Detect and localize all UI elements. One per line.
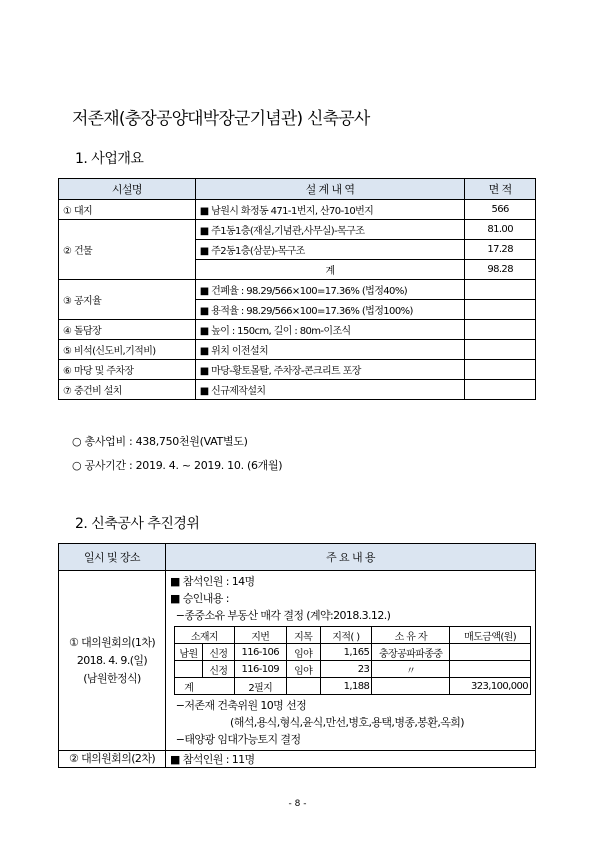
sale-decision-line: −종중소유 부동산 매각 결정 (계약:2018.3.12.): [170, 609, 391, 622]
total-cost-note: ○ 총사업비 : 438,750천원(VAT별도): [72, 435, 248, 448]
total-label: 계: [175, 678, 203, 695]
facility-name: ⑥ 마당 및 주차장: [59, 360, 196, 380]
inner-header-owner: 소 유 자: [372, 627, 450, 644]
document-title: 저존재(충장공양대박장군기념관) 신축공사: [72, 109, 370, 129]
overview-table: [58, 178, 536, 400]
facility-detail: ■ 높이 : 150cm, 길이 : 80m-이조식: [195, 320, 465, 340]
facility-name: ② 건물: [59, 220, 196, 280]
header-facility: 시설명: [59, 179, 196, 200]
facility-area: 81.00: [465, 220, 536, 240]
meeting-1-title: ① 대의원회의(1차): [68, 635, 156, 649]
facility-name: ⑦ 중건비 설치: [59, 380, 196, 400]
cell-category: 임야: [286, 661, 320, 678]
cell-district: 신정: [202, 661, 234, 678]
facility-area: [465, 340, 536, 360]
total-area: 1,188: [320, 678, 372, 695]
total-blank: [372, 678, 450, 695]
history-table: [58, 543, 536, 768]
facility-detail: ■ 위치 이전설치: [195, 340, 465, 360]
facility-area: [465, 380, 536, 400]
facility-detail: ■ 주1동1층(재실,기념관,사무실)-목구조: [195, 220, 465, 240]
meeting-2-attendance: ■ 참석인원 : 11명: [166, 751, 536, 768]
subtotal-area: 98.28: [465, 260, 536, 280]
cell-owner: 〃: [372, 661, 450, 678]
cell-region: 남원: [175, 644, 203, 661]
facility-name: ④ 돌담장: [59, 320, 196, 340]
meeting-2-title: ② 대의원회의(2차): [59, 751, 166, 768]
period-note: ○ 공사기간 : 2019. 4. ~ 2019. 10. (6개월): [72, 459, 283, 472]
facility-detail: ■ 건폐율 : 98.29/566×100=17.36% (법정40%): [195, 280, 465, 300]
facility-detail: ■ 주2동1층(삼문)-목구조: [195, 240, 465, 260]
header-date-place: 일시 및 장소: [59, 544, 166, 571]
facility-detail: ■ 신규제작설치: [195, 380, 465, 400]
facility-area: 17.28: [465, 240, 536, 260]
inner-header-price: 매도금액(원): [450, 627, 531, 644]
total-blank: [286, 678, 320, 695]
cell-owner: 충장공파파종중: [372, 644, 450, 661]
land-sale-table: [174, 626, 531, 695]
facility-area: 566: [465, 200, 536, 220]
meeting-1-date: 2018. 4. 9.(일): [76, 653, 148, 667]
facility-name: ③ 공지율: [59, 280, 196, 320]
committee-line: −저존재 건축위원 10명 선정: [170, 699, 307, 712]
cell-price: [450, 644, 531, 661]
inner-header-location: 소재지: [175, 627, 235, 644]
subtotal-label: 계: [195, 260, 465, 280]
total-price: 323,100,000: [450, 678, 531, 695]
meeting-1-info: [59, 571, 166, 751]
cell-area: 1,165: [320, 644, 372, 661]
facility-area: [465, 280, 536, 300]
meeting-1-content: [166, 571, 536, 751]
facility-name: ① 대지: [59, 200, 196, 220]
total-lots: 2필지: [234, 678, 286, 695]
cell-region: [175, 661, 203, 678]
facility-detail: ■ 남원시 화정동 471-1번지, 산70-10번지: [195, 200, 465, 220]
section-1-heading: 1. 사업개요: [75, 151, 144, 167]
header-area: 면 적: [465, 179, 536, 200]
header-content: 주 요 내 용: [166, 544, 536, 571]
solar-land-line: −태양광 임대가능토지 결정: [170, 733, 301, 746]
cell-district: 신정: [202, 644, 234, 661]
committee-members-line: (해석,용식,형식,윤식,만선,병호,용택,병종,봉환,옥희): [230, 716, 464, 729]
meeting-1-place: (남원한정식): [83, 671, 141, 685]
cell-category: 임야: [286, 644, 320, 661]
facility-area: [465, 320, 536, 340]
cell-area: 23: [320, 661, 372, 678]
attendance-line: ■ 참석인원 : 14명: [170, 575, 255, 588]
inner-header-lot: 지번: [234, 627, 286, 644]
approval-line: ■ 승인내용 :: [170, 592, 229, 605]
cell-price: [450, 661, 531, 678]
inner-header-area: 지적( ): [320, 627, 372, 644]
section-2-heading: 2. 신축공사 추진경위: [75, 516, 200, 532]
facility-name: ⑤ 비석(신도비,기적비): [59, 340, 196, 360]
facility-area: [465, 360, 536, 380]
facility-area: [465, 300, 536, 320]
inner-header-category: 지목: [286, 627, 320, 644]
cell-lot: 116-109: [234, 661, 286, 678]
facility-detail: ■ 마당-황토몰탈, 주차장-콘크리트 포장: [195, 360, 465, 380]
header-design: 설 계 내 역: [195, 179, 465, 200]
facility-detail: ■ 용적율 : 98.29/566×100=17.36% (법정100%): [195, 300, 465, 320]
total-blank: [202, 678, 234, 695]
cell-lot: 116-106: [234, 644, 286, 661]
page-number: - 8 -: [288, 799, 307, 809]
